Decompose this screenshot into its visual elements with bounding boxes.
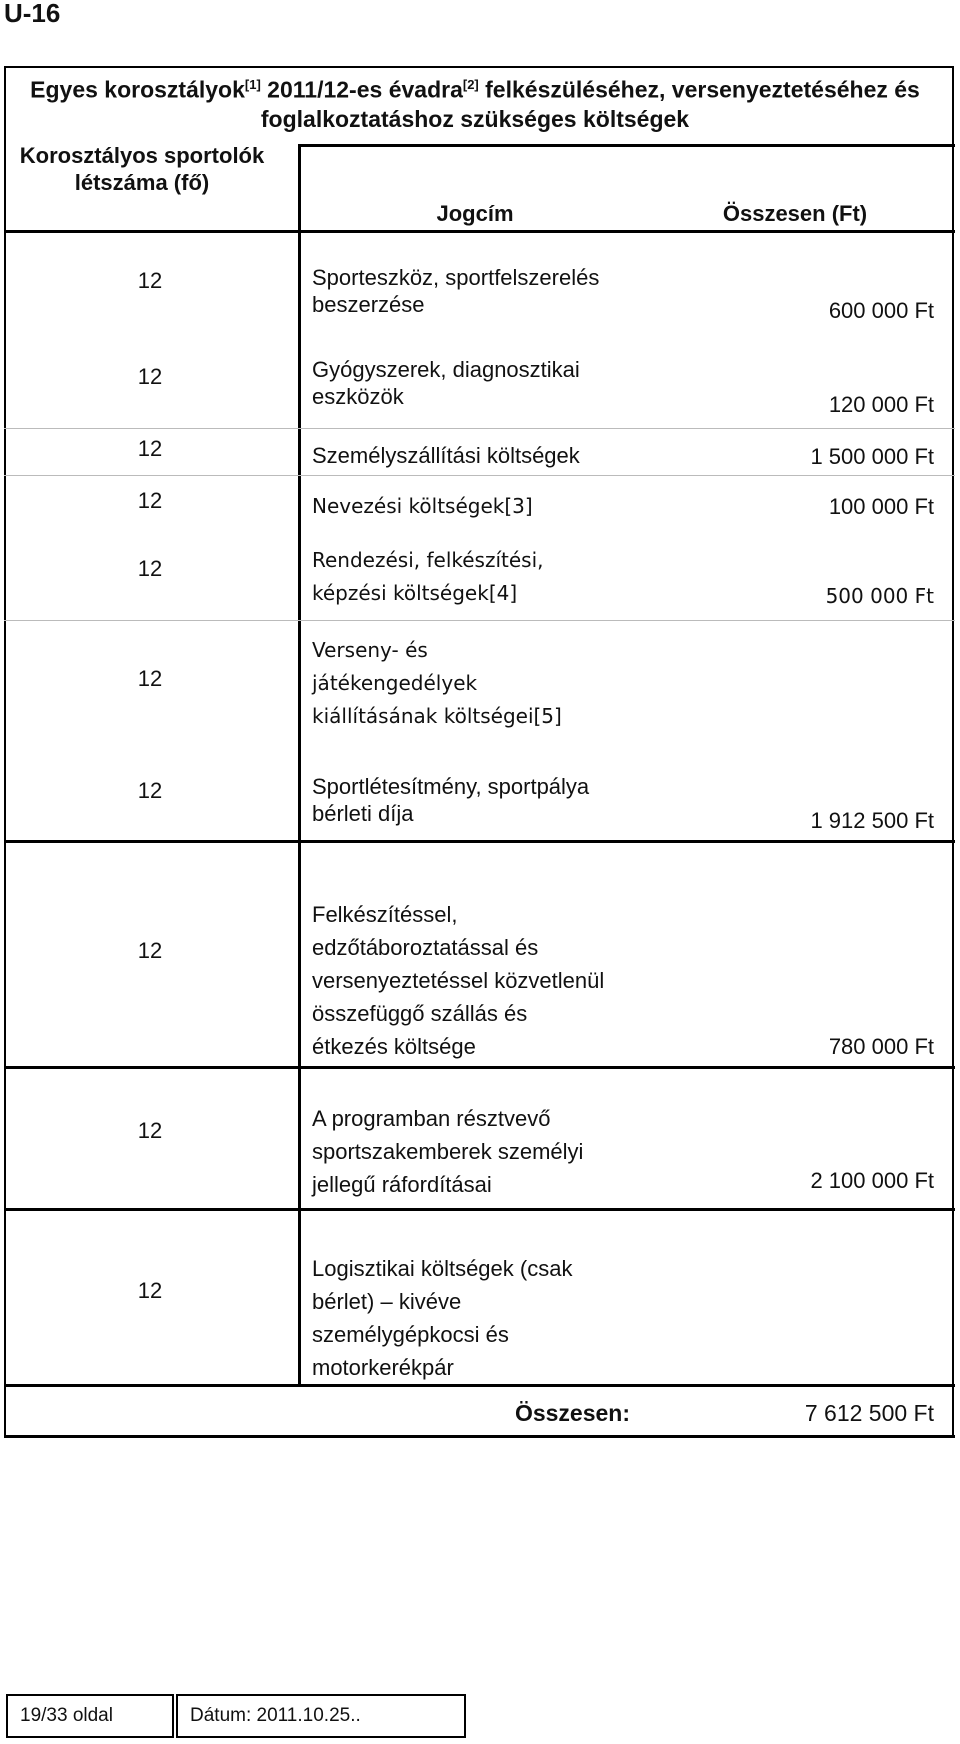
row-item: Személyszállítási költségek [312, 443, 580, 468]
row-item: Verseny- és játékengedélyek kiállításának költségei[5] [312, 638, 562, 728]
row-count: 12 [137, 938, 163, 963]
row-amount: 100 000 Ft [828, 494, 934, 519]
row-item: Logisztikai költségek (csak bérlet) – kivéve személygépkocsi és motorkerékpár [312, 1256, 573, 1380]
row-count: 12 [137, 666, 163, 691]
header-total: Összesen (Ft) [722, 201, 868, 226]
title-footnote-2: [2] [462, 77, 479, 92]
grid-line [4, 1066, 955, 1069]
row-count: 12 [137, 1278, 163, 1303]
total-amount: 7 612 500 Ft [804, 1400, 934, 1426]
row-amount: 1 500 000 Ft [810, 444, 934, 469]
row-item: Nevezési költségek[3] [312, 494, 533, 518]
table-title-line2: foglalkoztatáshoz szükséges költségek [260, 106, 690, 132]
grid-line [4, 1384, 955, 1387]
row-count: 12 [137, 364, 163, 389]
table-title-line1 [10, 70, 940, 105]
document-code: U-16 [4, 0, 61, 28]
grid-line [4, 428, 955, 429]
title-text-3: felkészüléséhez, versenyeztetéséhez és [478, 76, 920, 103]
row-amount: 2 100 000 Ft [810, 1168, 934, 1193]
header-item: Jogcím [436, 201, 514, 226]
row-count: 12 [137, 268, 163, 293]
row-amount: 120 000 Ft [828, 392, 934, 417]
row-amount: 600 000 Ft [828, 298, 934, 323]
footer-page: 19/33 oldal [6, 1694, 174, 1738]
row-item: Sportlétesítmény, sportpálya bérleti díja [312, 774, 590, 826]
row-item: Gyógyszerek, diagnosztikai eszközök [312, 357, 580, 409]
row-count: 12 [137, 1118, 163, 1143]
grid-line [298, 144, 301, 1386]
total-label: Összesen: [514, 1400, 630, 1426]
row-amount: 500 000 Ft [825, 584, 934, 608]
row-count: 12 [137, 556, 163, 581]
row-count: 12 [137, 778, 163, 803]
header-count [12, 142, 272, 196]
row-item: Sporteszköz, sportfelszerelés beszerzése [312, 265, 600, 317]
grid-line [4, 1435, 955, 1438]
row-amount: 1 912 500 Ft [810, 808, 934, 833]
grid-line [4, 620, 955, 621]
title-text-2: 2011/12-es évadra [260, 76, 463, 103]
grid-line [4, 840, 955, 843]
grid-line [4, 475, 955, 476]
row-count: 12 [137, 436, 163, 461]
grid-line [4, 1208, 955, 1211]
header-count-line2: létszáma (fő) [74, 170, 210, 195]
header-count-line1: Korosztályos sportolók [19, 143, 265, 168]
row-count: 12 [137, 488, 163, 513]
title-text-1: Egyes korosztályok [30, 76, 245, 103]
grid-line [4, 230, 955, 233]
row-item: Rendezési, felkészítési, képzési költségek[4] [312, 548, 544, 605]
footer-date: Dátum: 2011.10.25.. [176, 1694, 466, 1738]
title-footnote-1: [1] [244, 77, 261, 92]
row-amount: 780 000 Ft [828, 1034, 934, 1059]
row-item: A programban résztvevő sportszakemberek személyi jellegű ráfordításai [312, 1106, 584, 1197]
row-item: Felkészítéssel, edzőtáboroztatással és versenyeztetéssel közvetlenül összefüggő szállás és étkezés költsége [312, 902, 605, 1059]
grid-line [300, 144, 955, 147]
